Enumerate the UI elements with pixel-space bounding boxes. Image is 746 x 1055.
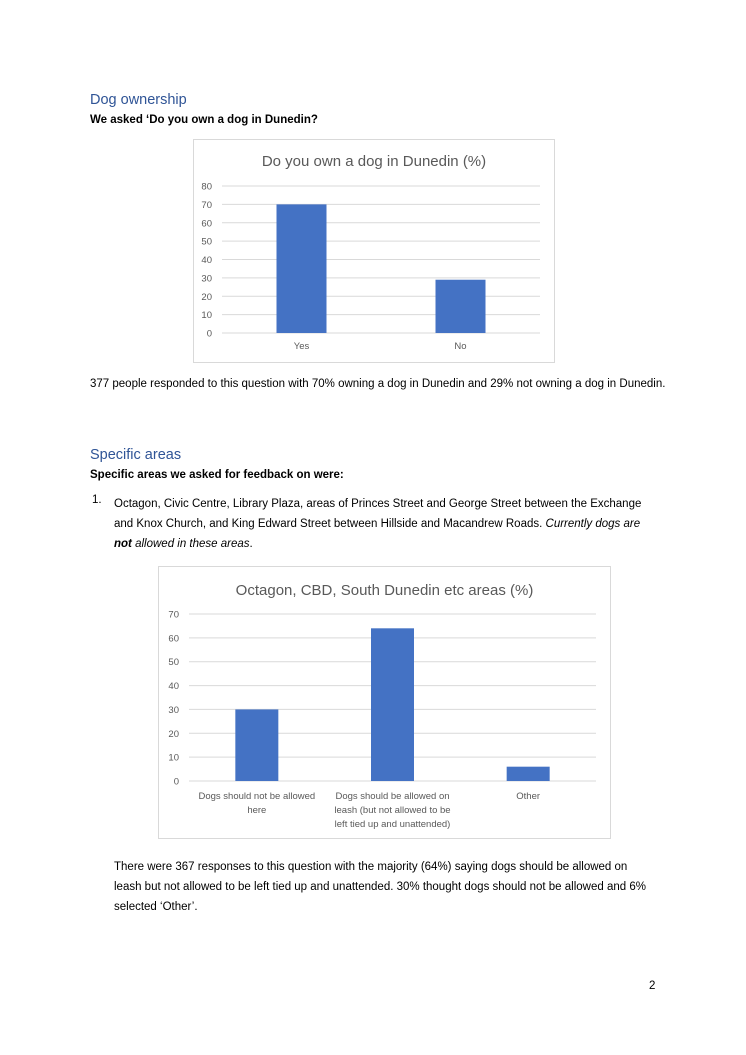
y-tick-label: 20 (201, 291, 212, 303)
y-tick-label: 70 (201, 199, 212, 211)
note-part-b: allowed in these areas (135, 538, 250, 550)
specific-areas-subheading: Specific areas we asked for feedback on were: (90, 469, 344, 481)
y-tick-label: 0 (173, 776, 179, 788)
section-heading-dog-ownership: Dog ownership (90, 92, 187, 108)
chart-title: Octagon, CBD, South Dunedin etc areas (%) (235, 582, 534, 599)
specific-areas-summary: There were 367 responses to this question with the majority (64%) saying dogs should be allowed on leash but not allowed to be left tied up and unattended. 30% thought dogs should not be allowed and 6% selected ‘Other’. (114, 861, 646, 913)
y-tick-label: 80 (201, 181, 212, 193)
y-tick-label: 50 (201, 236, 212, 248)
category-label: No (454, 341, 467, 352)
bar (371, 628, 414, 781)
chart-octagon-areas (158, 566, 611, 839)
section-heading-specific-areas: Specific areas (90, 447, 182, 463)
note-part-a: Currently dogs are (545, 518, 641, 530)
chart-title: Do you own a dog in Dunedin (%) (261, 153, 487, 170)
list-item-text: Octagon, Civic Centre, Library Plaza, areas of Princes Street and George Street between the Exchange and Knox Church, and King Edward Street between Hillside and Macandrew Roads. (114, 498, 642, 530)
chart-dog-ownership (193, 139, 555, 363)
chart-octagon-areas-svg (159, 567, 610, 838)
y-tick-label: 50 (168, 657, 179, 669)
list-item-number: 1. (92, 494, 102, 506)
dog-ownership-summary: 377 people responded to this question with 70% owning a dog in Dunedin and 29% not owning a dog in Dunedin. (90, 378, 666, 390)
y-tick-label: 0 (206, 328, 212, 340)
y-tick-label: 60 (201, 218, 212, 230)
bar (436, 280, 486, 333)
list-item-areas (114, 494, 654, 554)
y-tick-label: 10 (201, 310, 212, 322)
y-tick-label: 70 (168, 609, 179, 621)
category-label: Dogs should be allowed on leash (but not allowed to be left tied up and unattended) (334, 791, 451, 830)
y-tick-label: 40 (168, 681, 179, 693)
y-tick-label: 40 (201, 255, 212, 266)
chart-dog-ownership-svg (194, 140, 554, 362)
category-label: Dogs should not be allowed here (198, 791, 316, 816)
question-text: We asked ‘Do you own a dog in Dunedin? (90, 114, 318, 126)
bar (277, 204, 327, 333)
category-label: Yes (293, 341, 310, 352)
note-period: . (249, 538, 253, 550)
y-tick-label: 60 (168, 633, 179, 645)
y-tick-label: 20 (168, 728, 179, 740)
bar (507, 767, 550, 781)
bar (235, 709, 278, 781)
note-emphasis: not (114, 538, 132, 550)
page-number: 2 (649, 980, 656, 992)
y-tick-label: 10 (168, 752, 179, 764)
y-tick-label: 30 (168, 704, 179, 716)
category-label: Other (516, 791, 541, 802)
y-tick-label: 30 (201, 273, 212, 285)
